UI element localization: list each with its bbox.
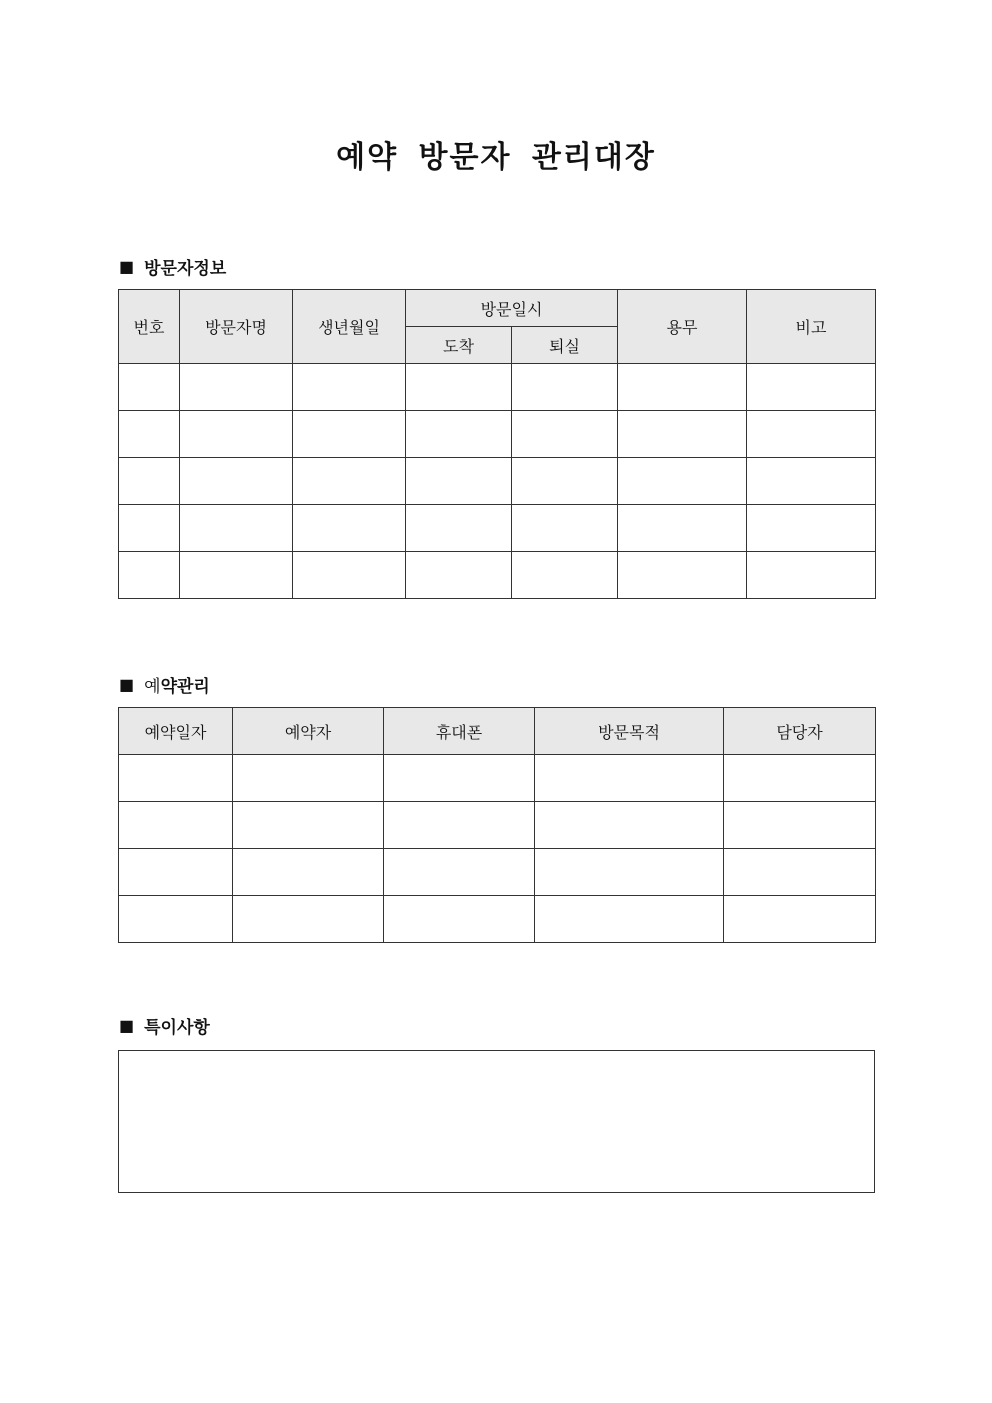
table-cell[interactable] bbox=[747, 364, 876, 411]
table-cell[interactable] bbox=[618, 505, 747, 552]
table-cell[interactable] bbox=[747, 552, 876, 599]
section-title bbox=[144, 672, 210, 697]
table-cell[interactable] bbox=[618, 364, 747, 411]
table-row bbox=[119, 755, 876, 802]
header-remarks: 비고 bbox=[747, 290, 876, 364]
table-cell[interactable] bbox=[384, 802, 535, 849]
table-cell[interactable] bbox=[724, 755, 876, 802]
table-cell[interactable] bbox=[747, 458, 876, 505]
table-cell[interactable] bbox=[724, 896, 876, 943]
table-row bbox=[119, 896, 876, 943]
table-cell[interactable] bbox=[512, 505, 618, 552]
section-title: 방문자정보 bbox=[144, 259, 227, 279]
section-title-first-char: 예 bbox=[144, 677, 161, 697]
header-reservation-date: 예약일자 bbox=[119, 708, 233, 755]
table-cell[interactable] bbox=[180, 458, 293, 505]
table-cell[interactable] bbox=[618, 458, 747, 505]
header-departure: 퇴실 bbox=[512, 327, 618, 364]
header-mobile: 휴대폰 bbox=[384, 708, 535, 755]
header-visitor-name: 방문자명 bbox=[180, 290, 293, 364]
notes-box[interactable] bbox=[118, 1050, 875, 1193]
table-cell[interactable] bbox=[618, 411, 747, 458]
table-cell[interactable] bbox=[535, 849, 724, 896]
table-cell[interactable] bbox=[747, 411, 876, 458]
header-birthdate: 생년월일 bbox=[293, 290, 406, 364]
table-cell[interactable] bbox=[119, 802, 233, 849]
table-cell[interactable] bbox=[233, 849, 384, 896]
table-cell[interactable] bbox=[180, 411, 293, 458]
square-bullet-icon: ■ bbox=[119, 257, 135, 276]
table-cell[interactable] bbox=[119, 896, 233, 943]
square-bullet-icon: ■ bbox=[119, 675, 135, 694]
table-cell[interactable] bbox=[406, 364, 512, 411]
header-arrival: 도착 bbox=[406, 327, 512, 364]
table-row bbox=[119, 802, 876, 849]
table-cell[interactable] bbox=[233, 755, 384, 802]
table-cell[interactable] bbox=[119, 364, 180, 411]
header-visit-datetime: 방문일시 bbox=[406, 290, 618, 327]
header-staff: 담당자 bbox=[724, 708, 876, 755]
table-cell[interactable] bbox=[618, 552, 747, 599]
table-cell[interactable] bbox=[293, 411, 406, 458]
table-cell[interactable] bbox=[535, 755, 724, 802]
section-heading-notes bbox=[119, 1013, 210, 1038]
section-heading-visitor-info bbox=[119, 254, 226, 279]
table-cell[interactable] bbox=[293, 458, 406, 505]
section-title: 특이사항 bbox=[144, 1018, 210, 1038]
table-cell[interactable] bbox=[512, 458, 618, 505]
section-heading-reservation bbox=[119, 672, 210, 697]
table-row bbox=[119, 411, 876, 458]
table-row bbox=[119, 364, 876, 411]
table-cell[interactable] bbox=[406, 411, 512, 458]
header-purpose: 용무 bbox=[618, 290, 747, 364]
table-cell[interactable] bbox=[180, 505, 293, 552]
table-cell[interactable] bbox=[535, 802, 724, 849]
page-title: 예약 방문자 관리대장 bbox=[336, 140, 656, 175]
header-reserver: 예약자 bbox=[233, 708, 384, 755]
table-cell[interactable] bbox=[512, 411, 618, 458]
header-visit-purpose: 방문목적 bbox=[535, 708, 724, 755]
table-cell[interactable] bbox=[119, 505, 180, 552]
table-row bbox=[119, 505, 876, 552]
table-cell[interactable] bbox=[233, 802, 384, 849]
table-cell[interactable] bbox=[119, 411, 180, 458]
section-title-rest: 약관리 bbox=[160, 677, 210, 697]
reservation-table bbox=[118, 707, 876, 943]
table-cell[interactable] bbox=[119, 849, 233, 896]
table-cell[interactable] bbox=[535, 896, 724, 943]
table-cell[interactable] bbox=[293, 505, 406, 552]
visitor-info-table bbox=[118, 289, 876, 599]
table-cell[interactable] bbox=[293, 552, 406, 599]
header-no: 번호 bbox=[119, 290, 180, 364]
table-cell[interactable] bbox=[406, 505, 512, 552]
table-row bbox=[119, 849, 876, 896]
table-row bbox=[119, 458, 876, 505]
table-row bbox=[119, 552, 876, 599]
table-cell[interactable] bbox=[293, 364, 406, 411]
table-cell[interactable] bbox=[406, 458, 512, 505]
table-cell[interactable] bbox=[512, 364, 618, 411]
table-cell[interactable] bbox=[119, 755, 233, 802]
table-cell[interactable] bbox=[119, 458, 180, 505]
table-cell[interactable] bbox=[384, 896, 535, 943]
table-cell[interactable] bbox=[406, 552, 512, 599]
table-cell[interactable] bbox=[233, 896, 384, 943]
table-cell[interactable] bbox=[747, 505, 876, 552]
table-cell[interactable] bbox=[384, 849, 535, 896]
table-cell[interactable] bbox=[724, 802, 876, 849]
table-cell[interactable] bbox=[180, 552, 293, 599]
table-cell[interactable] bbox=[512, 552, 618, 599]
table-cell[interactable] bbox=[384, 755, 535, 802]
table-cell[interactable] bbox=[724, 849, 876, 896]
table-cell[interactable] bbox=[180, 364, 293, 411]
square-bullet-icon: ■ bbox=[119, 1016, 135, 1035]
table-cell[interactable] bbox=[119, 552, 180, 599]
